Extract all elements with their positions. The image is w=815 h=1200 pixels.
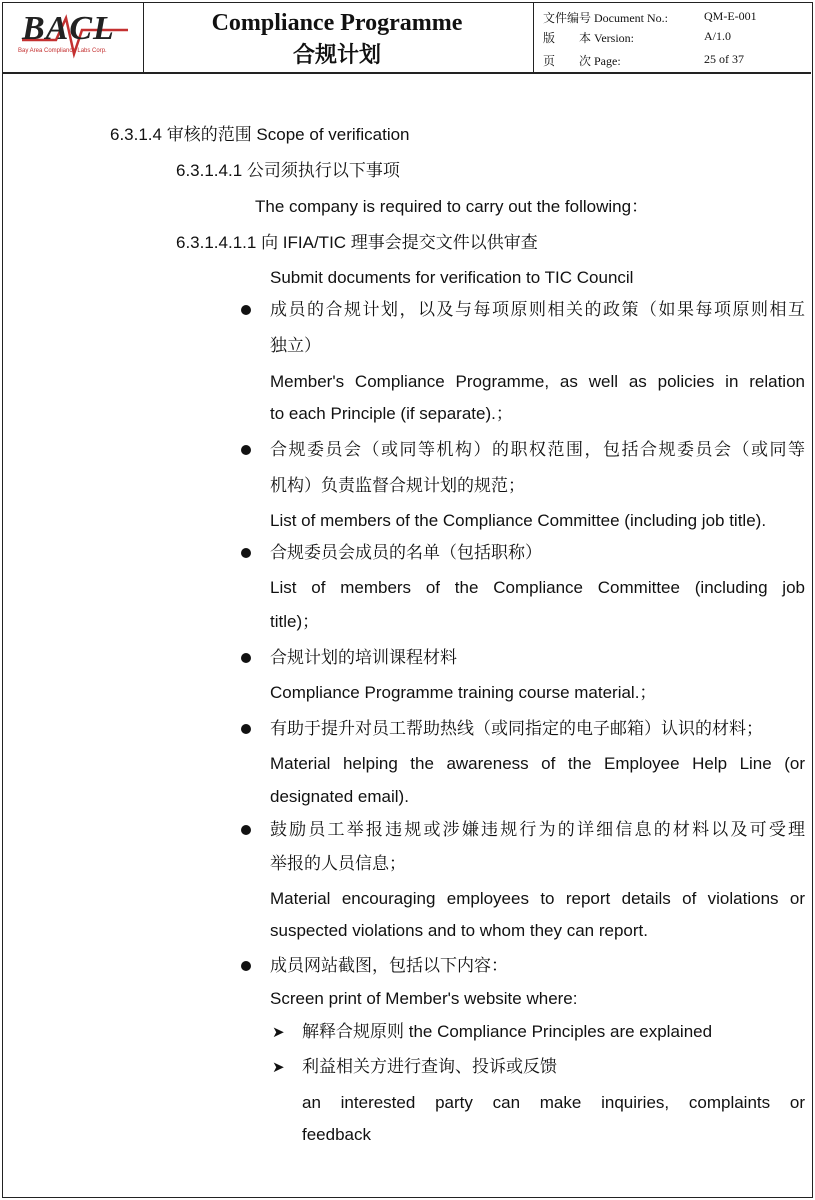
meta-document-no (543, 9, 811, 27)
page-border (2, 2, 813, 1198)
list-item-text: 成员网站截图，包括以下内容： (270, 956, 508, 975)
company-logo (16, 10, 136, 62)
list-item-text: 有助于提升对员工帮助热线（或同指定的电子邮箱）认识的材料； (270, 719, 763, 738)
bullet-icon (241, 445, 251, 455)
arrow-bullet-icon: ➤ (272, 1024, 285, 1041)
list-item-text: designated email). (270, 787, 409, 806)
list-item-text: Screen print of Member's website where: (270, 989, 578, 1008)
list-item-text: 机构）负责监督合规计划的规范； (270, 476, 525, 495)
subsubsection-text: Submit documents for verification to TIC Council (270, 268, 634, 287)
header-divider (533, 2, 534, 72)
meta-label: 文件编号 Document No.: (543, 11, 668, 25)
list-item-text: List of members of the Compliance Committee (including job (270, 578, 805, 597)
meta-page (543, 52, 811, 70)
header-divider (143, 2, 144, 72)
list-item-text: Material encouraging employees to report details of violations or (270, 889, 805, 908)
arrow-bullet-icon: ➤ (272, 1059, 285, 1076)
bullet-icon (241, 825, 251, 835)
subsubsection-heading: 6.3.1.4.1.1 向 IFIA/TIC 理事会提交文件以供审查 (176, 233, 538, 252)
list-item-text: Member's Compliance Programme, as well as policies in relation (270, 372, 805, 391)
list-item-text: suspected violations and to whom they can report. (270, 921, 648, 940)
list-item-text: 举报的人员信息； (270, 854, 406, 873)
sub-list-item-text: 解释合规原则 the Compliance Principles are explained (302, 1022, 713, 1041)
sub-list-item-text: 利益相关方进行查询、投诉或反馈 (302, 1057, 557, 1076)
bullet-icon (241, 305, 251, 315)
section-heading: 6.3.1.4 审核的范围 Scope of verification (110, 125, 410, 144)
bullet-icon (241, 724, 251, 734)
meta-value: QM-E-001 (704, 9, 757, 23)
bullet-icon (241, 653, 251, 663)
list-item-text: 成员的合规计划，以及与每项原则相关的政策（如果每项原则相互 (270, 300, 805, 319)
list-item-text: 合规委员会（或同等机构）的职权范围，包括合规委员会（或同等 (270, 440, 805, 459)
meta-value: A/1.0 (704, 29, 731, 43)
list-item-text: List of members of the Compliance Committee (including job title). (270, 511, 767, 530)
sub-list-item-text: an interested party can make inquiries, complaints or (302, 1093, 805, 1112)
list-item-text: title)； (270, 612, 320, 631)
list-item-text: Material helping the awareness of the Employee Help Line (or (270, 754, 805, 773)
list-item-text: Compliance Programme training course material.； (270, 683, 657, 702)
subsection-text: The company is required to carry out the following： (255, 197, 649, 216)
meta-version (543, 29, 811, 47)
list-item-text: 独立） (270, 336, 321, 355)
meta-value: 25 of 37 (704, 52, 744, 66)
document-title-cn: 合规计划 (292, 43, 381, 68)
bullet-icon (241, 961, 251, 971)
logo-slogan: Bay Area Compliance Labs Corp. (18, 48, 107, 54)
sub-list-item-text: feedback (302, 1125, 371, 1144)
list-item-text: to each Principle (if separate).； (270, 404, 513, 423)
list-item-text: 合规委员会成员的名单（包括职称） (270, 543, 542, 562)
document-header (2, 2, 811, 74)
list-item-text: 合规计划的培训课程材料 (270, 648, 457, 667)
document-title-en: Compliance Programme (211, 10, 463, 36)
logo-text: BACL (22, 10, 115, 47)
subsection-heading: 6.3.1.4.1 公司须执行以下事项 (176, 161, 400, 180)
list-item-text: 鼓励员工举报违规或涉嫌违规行为的详细信息的材料以及可受理 (270, 820, 805, 839)
bullet-icon (241, 548, 251, 558)
meta-label: 页 次 Page: (543, 54, 621, 68)
meta-label: 版 本 Version: (543, 31, 634, 45)
